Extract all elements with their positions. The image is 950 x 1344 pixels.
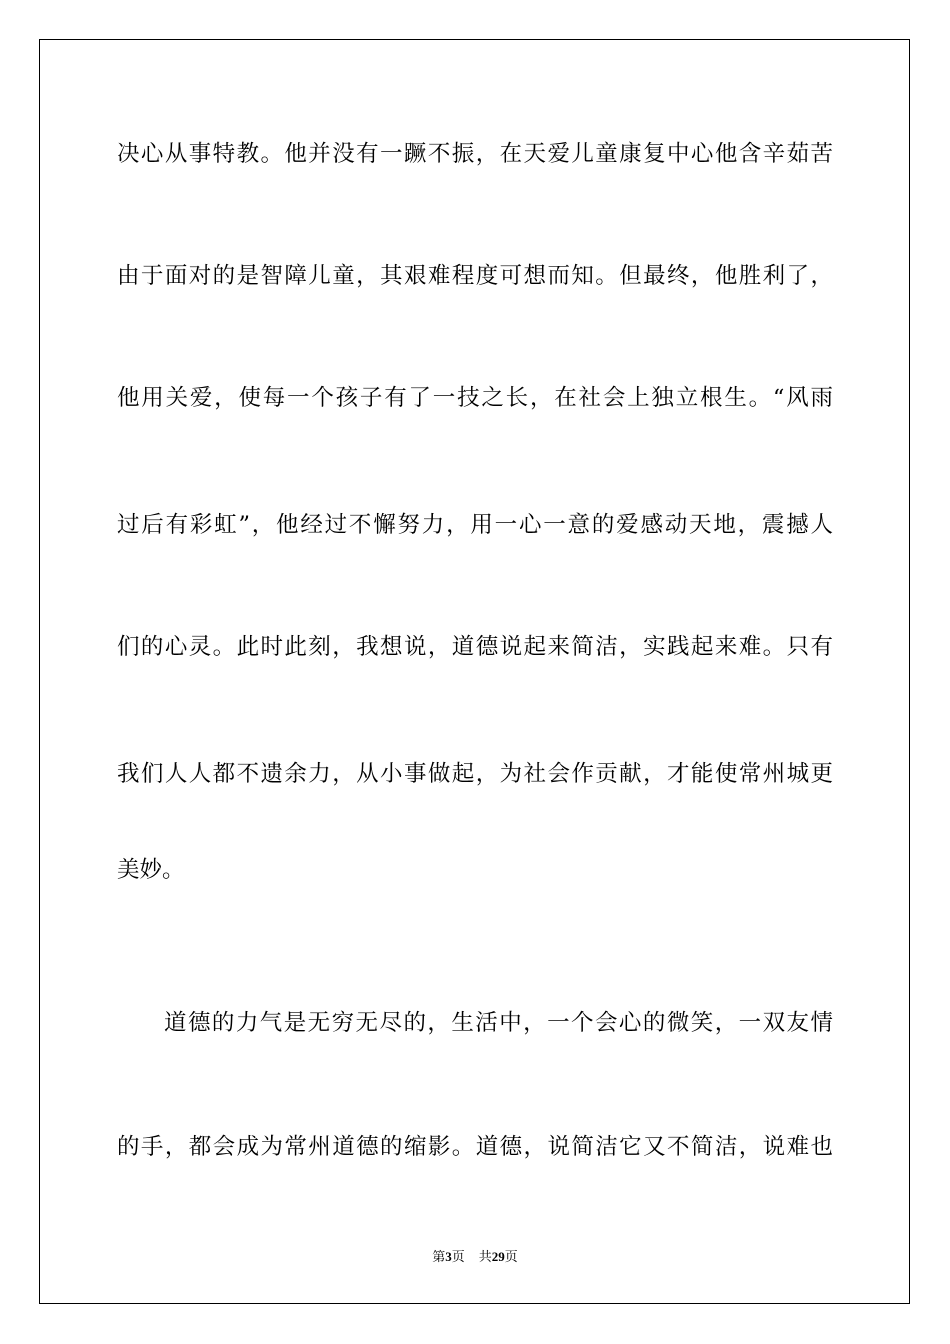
page-number: 3: [445, 1249, 452, 1264]
total-prefix: 共: [478, 1250, 492, 1265]
page-prefix: 第: [432, 1250, 446, 1265]
body-line-9: 的手，都会成为常州道德的缩影。道德，说简洁它又不简洁，说难也: [117, 1134, 833, 1160]
body-line-3: 他用关爱，使每一个孩子有了一技之长，在社会上独立根生。“风雨: [117, 385, 833, 411]
page-footer: [0, 1247, 950, 1267]
body-line-7: 美妙。: [117, 857, 185, 883]
page-border: [39, 39, 910, 1304]
total-pages: 29: [491, 1249, 505, 1264]
body-line-2: 由于面对的是智障儿童，其艰难程度可想而知。但最终，他胜利了，: [117, 263, 833, 289]
total-suffix: 页: [504, 1250, 518, 1265]
body-line-4: 过后有彩虹”，他经过不懈努力，用一心一意的爱感动天地，震撼人: [117, 512, 833, 538]
body-line-5: 们的心灵。此时此刻，我想说，道德说起来简洁，实践起来难。只有: [117, 634, 833, 660]
body-line-1: 决心从事特教。他并没有一蹶不振，在天爱儿童康复中心他含辛茹苦: [117, 141, 833, 167]
body-line-8: 道德的力气是无穷无尽的，生活中，一个会心的微笑，一双友情: [164, 1010, 833, 1036]
page-suffix: 页: [451, 1250, 465, 1265]
body-line-6: 我们人人都不遗余力，从小事做起，为社会作贡献，才能使常州城更: [117, 761, 833, 787]
